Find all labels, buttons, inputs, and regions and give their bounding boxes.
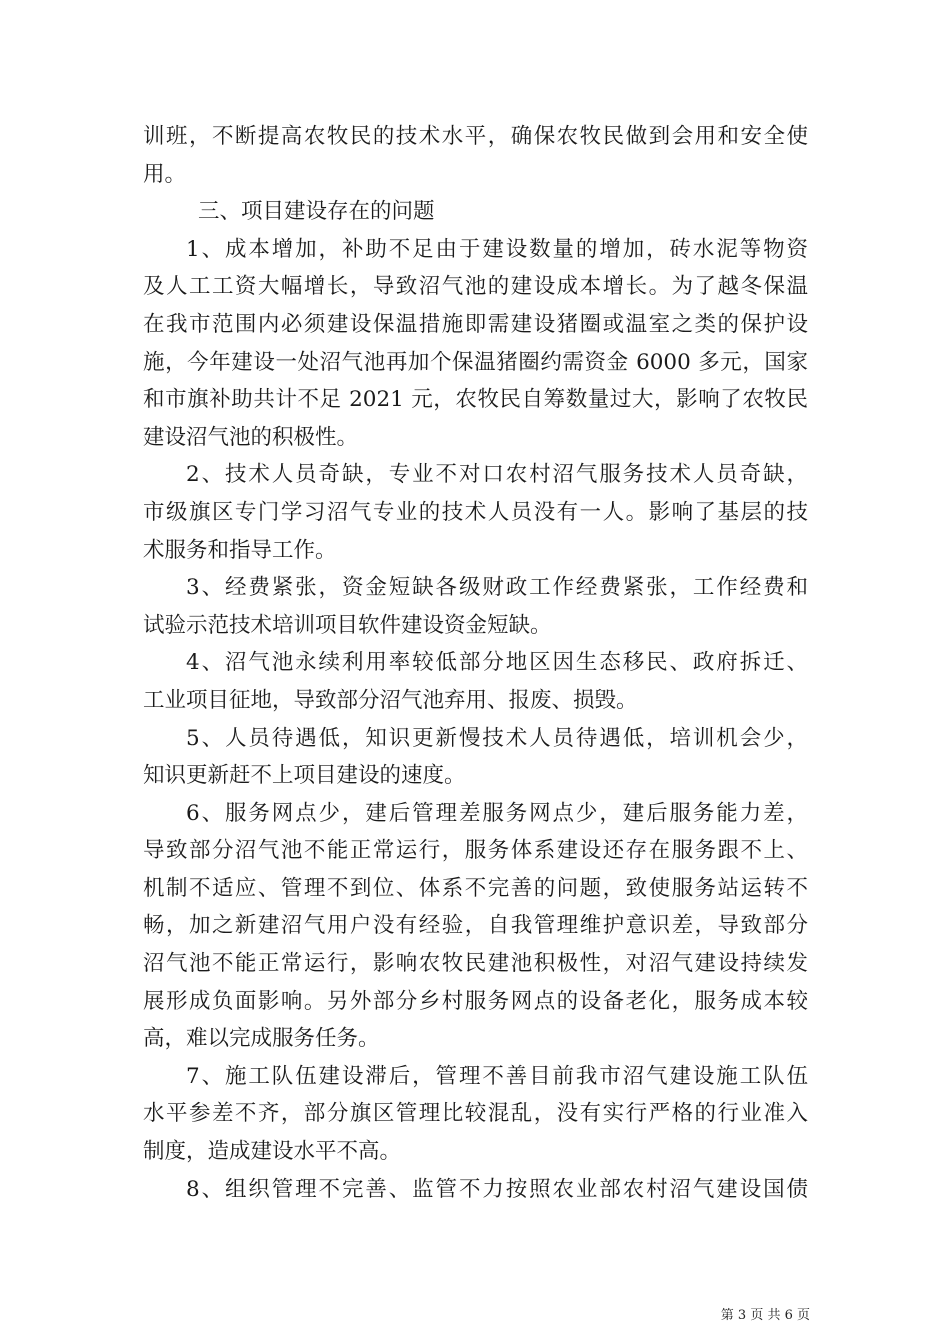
text-line: 制度，造成建设水平不高。 xyxy=(143,1139,402,1165)
text-line: 工业项目征地，导致部分沼气池弃用、报废、损毁。 xyxy=(143,687,638,713)
text-line: 沼气池不能正常运行，影响农牧民建池积极性，对沼气建设持续发 xyxy=(143,951,808,977)
paragraph-first-line: 5、人员待遇低，知识更新慢技术人员待遇低，培训机会少， xyxy=(186,725,808,751)
paragraph-first-line: 4、沼气池永续利用率较低部分地区因生态移民、政府拆迁、 xyxy=(186,650,808,676)
text-line: 水平参差不齐，部分旗区管理比较混乱，没有实行严格的行业准入 xyxy=(143,1101,808,1127)
paragraph-first-line: 8、组织管理不完善、监管不力按照农业部农村沼气建设国债 xyxy=(186,1176,808,1202)
paragraph-first-line: 3、经费紧张，资金短缺各级财政工作经费紧张，工作经费和 xyxy=(186,575,808,601)
text-line: 知识更新赶不上项目建设的速度。 xyxy=(143,763,466,789)
text-line: 导致部分沼气池不能正常运行，服务体系建设还存在服务跟不上、 xyxy=(143,838,808,864)
text-line: 建设沼气池的积极性。 xyxy=(143,424,359,450)
text-line: 试验示范技术培训项目软件建设资金短缺。 xyxy=(143,612,552,638)
page-number: 第 3 页 共 6 页 xyxy=(720,1308,810,1323)
paragraph-first-line: 7、施工队伍建设滞后，管理不善目前我市沼气建设施工队伍 xyxy=(186,1063,808,1089)
text-line: 市级旗区专门学习沼气专业的技术人员没有一人。影响了基层的技 xyxy=(143,499,808,525)
text-line: 用。 xyxy=(143,161,187,187)
text-line: 和市旗补助共计不足 2021 元，农牧民自筹数量过大，影响了农牧民 xyxy=(143,387,808,413)
paragraph-first-line: 1、成本增加，补助不足由于建设数量的增加，砖水泥等物资 xyxy=(186,236,808,262)
paragraph-first-line: 2、技术人员奇缺，专业不对口农村沼气服务技术人员奇缺， xyxy=(186,462,808,488)
text-line: 施，今年建设一处沼气池再加个保温猪圈约需资金 6000 多元，国家 xyxy=(143,349,808,375)
text-line: 在我市范围内必须建设保温措施即需建设猪圈或温室之类的保护设 xyxy=(143,311,808,337)
text-line: 展形成负面影响。另外部分乡村服务网点的设备老化，服务成本较 xyxy=(143,988,808,1014)
paragraph-first-line: 6、服务网点少，建后管理差服务网点少，建后服务能力差， xyxy=(186,800,808,826)
text-line: 及人工工资大幅增长，导致沼气池的建设成本增长。为了越冬保温 xyxy=(143,274,808,300)
text-line: 术服务和指导工作。 xyxy=(143,537,337,563)
document-body xyxy=(143,118,808,1208)
text-line: 机制不适应、管理不到位、体系不完善的问题，致使服务站运转不 xyxy=(143,875,808,901)
text-line: 高，难以完成服务任务。 xyxy=(143,1026,380,1052)
text-line: 畅，加之新建沼气用户没有经验，自我管理维护意识差，导致部分 xyxy=(143,913,808,939)
section-heading: 三、项目建设存在的问题 xyxy=(198,199,435,225)
text-line: 训班，不断提高农牧民的技术水平，确保农牧民做到会用和安全使 xyxy=(143,124,808,149)
